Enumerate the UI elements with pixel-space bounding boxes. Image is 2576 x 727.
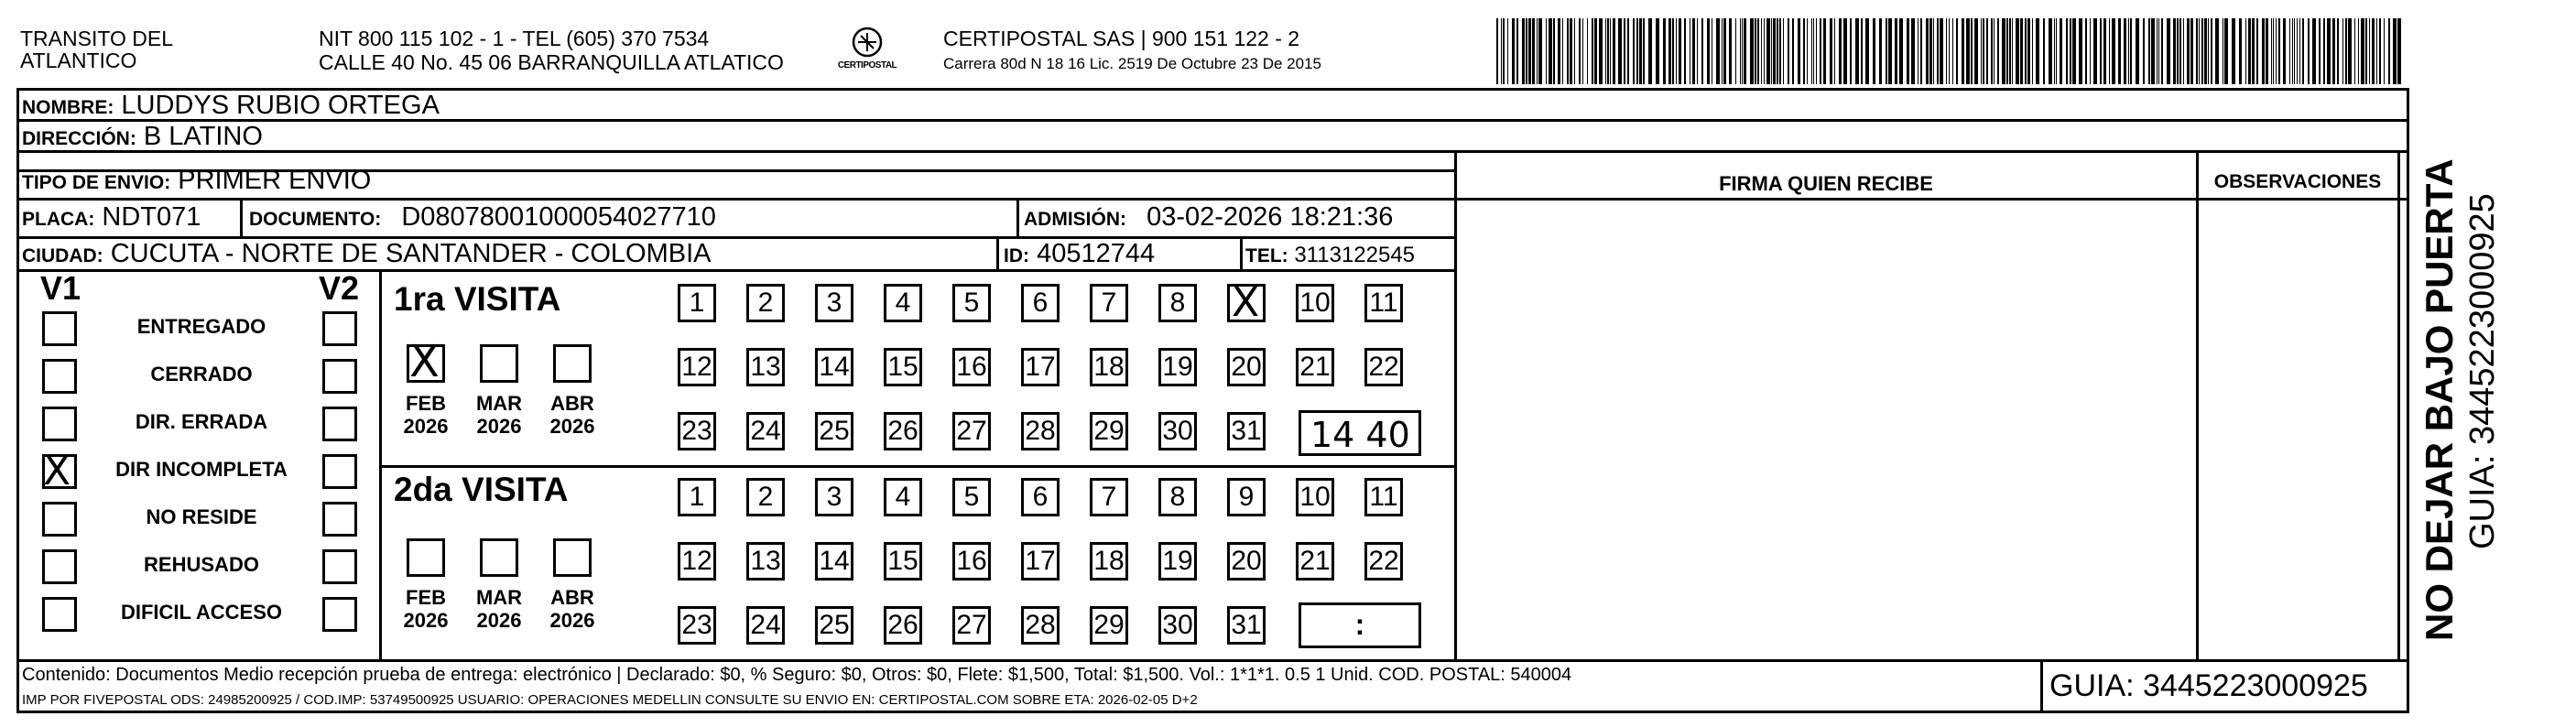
courier-address: Carrera 80d N 18 16 Lic. 2519 De Octubre 23 De 2015 — [943, 55, 1321, 72]
visit2-day-box[interactable] — [1158, 606, 1197, 645]
visit1-day-number: 3 — [826, 288, 842, 318]
visit2-month-checkbox[interactable] — [407, 538, 445, 577]
visit1-handwritten-time: 14 40 — [1310, 415, 1410, 455]
visit2-day-number: 30 — [1162, 610, 1193, 640]
status-label: REHUSADO — [144, 553, 259, 576]
firma-divider — [1454, 150, 1457, 659]
tel-label: TEL: — [1245, 245, 1288, 266]
visit2-day-number: 6 — [1032, 482, 1049, 512]
visit1-day-number: 23 — [681, 416, 712, 446]
visit2-day-box[interactable] — [1090, 478, 1128, 516]
visit2-day-box[interactable] — [1158, 542, 1197, 581]
visit1-day-number: 7 — [1101, 288, 1117, 318]
row-line-7 — [381, 465, 1454, 468]
v1-checkbox[interactable] — [42, 502, 77, 537]
visit1-day-number: 31 — [1231, 416, 1262, 446]
visit2-day-number: 28 — [1025, 610, 1056, 640]
visit2-day-box[interactable] — [1296, 542, 1334, 581]
visit1-month-label: FEB 2026 — [403, 392, 449, 438]
status-label: DIR. ERRADA — [135, 410, 268, 433]
visit1-day-box[interactable] — [952, 348, 991, 386]
visit1-day-box[interactable] — [678, 284, 716, 322]
visit2-day-box[interactable] — [815, 542, 853, 581]
visit1-day-number: 26 — [887, 416, 918, 446]
status-label: DIR INCOMPLETA — [115, 458, 288, 481]
visit1-day-box[interactable] — [1021, 412, 1060, 450]
v2-checkbox[interactable] — [322, 597, 357, 632]
placa-divider — [240, 198, 243, 236]
nombre-label: NOMBRE: — [22, 97, 114, 118]
visit2-day-number: 26 — [887, 610, 918, 640]
admision-label: ADMISIÓN: — [1024, 209, 1126, 230]
visit1-day-number: 1 — [689, 288, 705, 318]
visit1-day-box[interactable] — [952, 284, 991, 322]
visit1-day-box[interactable] — [884, 284, 922, 322]
visit2-month-label: FEB 2026 — [403, 586, 449, 632]
v2-checkbox[interactable] — [322, 502, 357, 537]
tipo-envio-label: TIPO DE ENVIO: — [22, 172, 171, 193]
visit2-day-box[interactable] — [1227, 478, 1266, 516]
visit2-day-number: 9 — [1238, 482, 1255, 512]
footer-divider — [2040, 659, 2043, 713]
visit2-time-placeholder: : — [1354, 608, 1365, 641]
certipostal-logo — [833, 26, 901, 79]
visit2-day-box[interactable] — [1227, 606, 1266, 645]
visit2-day-box[interactable] — [746, 478, 785, 516]
visit1-day-box[interactable] — [746, 284, 785, 322]
visit2-day-number: 3 — [826, 482, 842, 512]
visit1-day-box[interactable] — [678, 412, 716, 450]
visit1-day-number: 14 — [819, 352, 850, 382]
admision-cell — [1024, 201, 1454, 234]
id-value: 40512744 — [1037, 239, 1156, 268]
visit1-day-number: 4 — [895, 288, 911, 318]
visit2-day-number: 18 — [1093, 546, 1125, 576]
status-label: CERRADO — [150, 363, 253, 385]
visit2-day-number: 24 — [750, 610, 781, 640]
visit2-day-box[interactable] — [952, 478, 991, 516]
visit1-day-box[interactable] — [1364, 284, 1403, 322]
tipo-envio-row — [22, 165, 1441, 198]
visit2-day-number: 15 — [887, 546, 918, 576]
visit1-day-box[interactable] — [1158, 412, 1197, 450]
visit1-day-number: 6 — [1032, 288, 1049, 318]
tel-cell — [1245, 240, 1452, 269]
visit2-day-number: 11 — [1369, 482, 1398, 512]
visit2-day-box[interactable] — [1158, 478, 1197, 516]
visit1-month-checkbox[interactable] — [480, 344, 518, 383]
visit1-day-box[interactable] — [746, 412, 785, 450]
visit2-day-box[interactable] — [678, 542, 716, 581]
visit1-day-box[interactable] — [815, 412, 853, 450]
visit1-day-box[interactable] — [1227, 348, 1266, 386]
visit1-day-number: 28 — [1025, 416, 1056, 446]
org-name: TRANSITO DEL ATLANTICO — [20, 27, 173, 72]
visit2-day-box[interactable] — [1364, 542, 1403, 581]
visit2-month-checkbox[interactable] — [480, 538, 518, 577]
visit2-day-box[interactable] — [884, 606, 922, 645]
visit2-day-number: 2 — [757, 482, 774, 512]
nit-line: NIT 800 115 102 - 1 - TEL (605) 370 7534 — [319, 27, 710, 50]
direccion-value: B LATINO — [143, 122, 263, 151]
visit2-day-number: 29 — [1093, 610, 1125, 640]
visit1-day-box[interactable] — [815, 348, 853, 386]
id-cell — [1004, 238, 1233, 269]
visit1-month-checkbox[interactable] — [553, 344, 592, 383]
documento-divider — [1016, 198, 1019, 236]
visit1-day-number: 19 — [1162, 352, 1193, 382]
visit2-day-number: 14 — [819, 546, 850, 576]
nombre-row — [22, 90, 2394, 121]
visit1-day-box[interactable] — [1364, 348, 1403, 386]
visit1-day-box[interactable] — [1090, 412, 1128, 450]
visit2-day-box[interactable] — [1090, 542, 1128, 581]
visit1-day-box[interactable] — [1296, 284, 1334, 322]
nombre-value: LUDDYS RUBIO ORTEGA — [121, 91, 440, 120]
visit2-day-box[interactable] — [1021, 542, 1060, 581]
status-divider — [379, 269, 382, 659]
visit1-day-box[interactable] — [746, 348, 785, 386]
visit2-day-box[interactable] — [1021, 478, 1060, 516]
visit1-title: 1ra VISITA — [394, 280, 561, 318]
visit1-day-number: 20 — [1231, 352, 1262, 382]
visit2-day-number: 21 — [1299, 546, 1331, 576]
visit2-day-number: 4 — [895, 482, 911, 512]
ciudad-label: CIUDAD: — [22, 245, 103, 266]
visit2-day-number: 17 — [1025, 546, 1056, 576]
visit1-day-box[interactable] — [1090, 284, 1128, 322]
visit1-day-number: 18 — [1093, 352, 1125, 382]
observaciones-label: OBSERVACIONES — [2213, 171, 2382, 192]
visit1-day-number: 8 — [1169, 288, 1186, 318]
visit2-day-box[interactable] — [952, 542, 991, 581]
visit2-day-box[interactable] — [1021, 606, 1060, 645]
visit2-month-label: ABR 2026 — [549, 586, 595, 632]
visit2-day-box[interactable] — [884, 542, 922, 581]
visit2-day-box[interactable] — [746, 606, 785, 645]
visit2-day-box[interactable] — [952, 606, 991, 645]
visit2-day-number: 27 — [956, 610, 987, 640]
visit1-day-box[interactable] — [1227, 279, 1266, 326]
right-divider — [2397, 150, 2400, 659]
visit2-day-number: 23 — [681, 610, 712, 640]
visit2-month-label: MAR 2026 — [475, 586, 523, 632]
visit1-day-box[interactable] — [815, 284, 853, 322]
visit1-day-box[interactable] — [1090, 348, 1128, 386]
id-divider — [1240, 236, 1243, 269]
row-line-8 — [16, 659, 2409, 662]
row-line-6 — [16, 269, 1454, 272]
visit1-day-box[interactable] — [884, 412, 922, 450]
visit2-day-number: 12 — [681, 546, 712, 576]
visit1-month-mark: X — [409, 336, 440, 387]
v1-checkbox[interactable] — [42, 311, 77, 346]
visit1-day-mark: X — [1232, 279, 1260, 326]
visit2-day-number: 7 — [1101, 482, 1117, 512]
status-label: DIFICIL ACCESO — [120, 601, 282, 624]
firma-label: FIRMA QUIEN RECIBE — [1719, 172, 1933, 195]
visit2-day-number: 25 — [819, 610, 850, 640]
visit2-time-box — [1299, 602, 1421, 648]
visit2-day-box[interactable] — [884, 478, 922, 516]
documento-label: DOCUMENTO: — [249, 209, 382, 230]
visit1-day-number: 25 — [819, 416, 850, 446]
visit2-day-number: 16 — [956, 546, 987, 576]
visit1-day-box[interactable] — [1296, 348, 1334, 386]
visit1-day-number: 22 — [1368, 352, 1399, 382]
visit2-day-box[interactable] — [678, 606, 716, 645]
visit1-day-number: 15 — [887, 352, 918, 382]
admision-value: 03-02-2026 18:21:36 — [1147, 202, 1394, 232]
placa-value: NDT071 — [102, 202, 201, 232]
documento-value: D08078001000054027710 — [401, 202, 716, 232]
address-line: CALLE 40 No. 45 06 BARRANQUILLA ATLATICO — [319, 50, 784, 74]
v1-checkbox[interactable] — [42, 407, 77, 441]
courier-name: CERTIPOSTAL SAS | 900 151 122 - 2 — [943, 27, 1300, 50]
visit1-day-number: 10 — [1299, 288, 1331, 318]
v1-check-mark: X — [43, 448, 71, 494]
visit2-day-box[interactable] — [815, 606, 853, 645]
visit1-day-number: 12 — [681, 352, 712, 382]
tel-value: 3113122545 — [1294, 243, 1416, 267]
side-guia: GUIA: 3445223000925 — [2463, 193, 2502, 549]
visit2-day-box[interactable] — [678, 478, 716, 516]
visit2-month-checkbox[interactable] — [553, 538, 592, 577]
ciudad-cell — [22, 238, 993, 269]
visit1-day-box[interactable] — [1227, 412, 1266, 450]
visit2-day-number: 1 — [689, 482, 705, 512]
visit1-day-number: 16 — [956, 352, 987, 382]
visit2-day-box[interactable] — [746, 542, 785, 581]
visit1-day-number: 2 — [757, 288, 774, 318]
footer-contenido: Contenido: Documentos Medio recepción prueba de entrega: electrónico | Declarado: $0, % Seguro: $0, Otros: $0, Flete: $1,500, Total: $1,500. Vol.: 1*1*1. 0.5 1 Unid. COD. POSTAL: 540004 — [22, 665, 1572, 685]
visit1-day-number: 17 — [1025, 352, 1056, 382]
v2-checkbox[interactable] — [322, 359, 357, 394]
direccion-row — [22, 121, 2394, 152]
visit2-day-number: 22 — [1368, 546, 1399, 576]
visit1-day-box[interactable] — [952, 412, 991, 450]
status-label: NO RESIDE — [146, 505, 257, 528]
visit2-day-number: 13 — [750, 546, 781, 576]
visit1-day-number: 21 — [1299, 352, 1331, 382]
v2-label: V2 — [319, 269, 360, 307]
v1-checkbox[interactable] — [42, 359, 77, 394]
visit1-time-box — [1299, 410, 1421, 456]
v1-checkbox[interactable] — [42, 549, 77, 584]
side-notice: NO DEJAR BAJO PUERTA — [2418, 158, 2461, 641]
v1-checkbox[interactable] — [42, 448, 77, 494]
visit1-day-box[interactable] — [1158, 284, 1197, 322]
visit1-day-number: 5 — [963, 288, 980, 318]
placa-label: PLACA: — [22, 209, 95, 230]
barcode — [1493, 18, 2408, 84]
v2-checkbox[interactable] — [322, 407, 357, 441]
visit2-day-number: 19 — [1162, 546, 1193, 576]
visit2-day-number: 8 — [1169, 482, 1186, 512]
id-label: ID: — [1004, 245, 1029, 266]
v2-checkbox[interactable] — [322, 549, 357, 584]
visit1-day-number: 30 — [1162, 416, 1193, 446]
visit2-day-box[interactable] — [1090, 606, 1128, 645]
visit1-day-box[interactable] — [678, 348, 716, 386]
visit1-day-number: 27 — [956, 416, 987, 446]
placa-cell — [22, 201, 242, 234]
observaciones-divider — [2196, 150, 2199, 659]
visit2-title: 2da VISITA — [394, 471, 569, 508]
ciudad-value: CUCUTA - NORTE DE SANTANDER - COLOMBIA — [110, 239, 712, 268]
visit1-day-number: 13 — [750, 352, 781, 382]
visit2-day-box[interactable] — [1227, 542, 1266, 581]
visit1-day-box[interactable] — [1021, 348, 1060, 386]
v2-checkbox[interactable] — [322, 454, 357, 489]
visit1-month-label: ABR 2026 — [549, 392, 595, 438]
visit1-day-box[interactable] — [884, 348, 922, 386]
visit1-day-box[interactable] — [1158, 348, 1197, 386]
visit2-day-number: 10 — [1299, 482, 1331, 512]
footer-guia: GUIA: 3445223000925 — [2049, 668, 2368, 703]
visit1-day-number: 29 — [1093, 416, 1125, 446]
visit2-day-box[interactable] — [815, 478, 853, 516]
visit1-month-checkbox[interactable] — [407, 336, 445, 387]
visit1-day-box[interactable] — [1021, 284, 1060, 322]
visit1-day-number: 24 — [750, 416, 781, 446]
ciudad-divider — [996, 236, 999, 269]
visit2-day-box[interactable] — [1364, 478, 1403, 516]
visit1-day-number: 11 — [1369, 288, 1398, 318]
v2-checkbox[interactable] — [322, 311, 357, 346]
v1-label: V1 — [40, 269, 82, 307]
visit2-day-box[interactable] — [1296, 478, 1334, 516]
visit1-month-label: MAR 2026 — [475, 392, 523, 438]
documento-cell — [249, 201, 1018, 234]
logo-text: CERTIPOSTAL — [837, 60, 897, 71]
v1-checkbox[interactable] — [42, 597, 77, 632]
direccion-label: DIRECCIÓN: — [22, 128, 136, 149]
tipo-envio-value: PRIMER ENVIO — [178, 166, 372, 195]
visit2-day-number: 20 — [1231, 546, 1262, 576]
visit2-day-number: 5 — [963, 482, 980, 512]
visit2-day-number: 31 — [1231, 610, 1262, 640]
status-label: ENTREGADO — [136, 315, 266, 338]
footer-imp-line: IMP POR FIVEPOSTAL ODS: 24985200925 / COD.IMP: 53749500925 USUARIO: OPERACIONES MEDELLIN CONSULTE SU ENVIO EN: CERTIPOSTAL.COM SOBRE ETA: 2026-02-05 D+2 — [22, 692, 1198, 708]
